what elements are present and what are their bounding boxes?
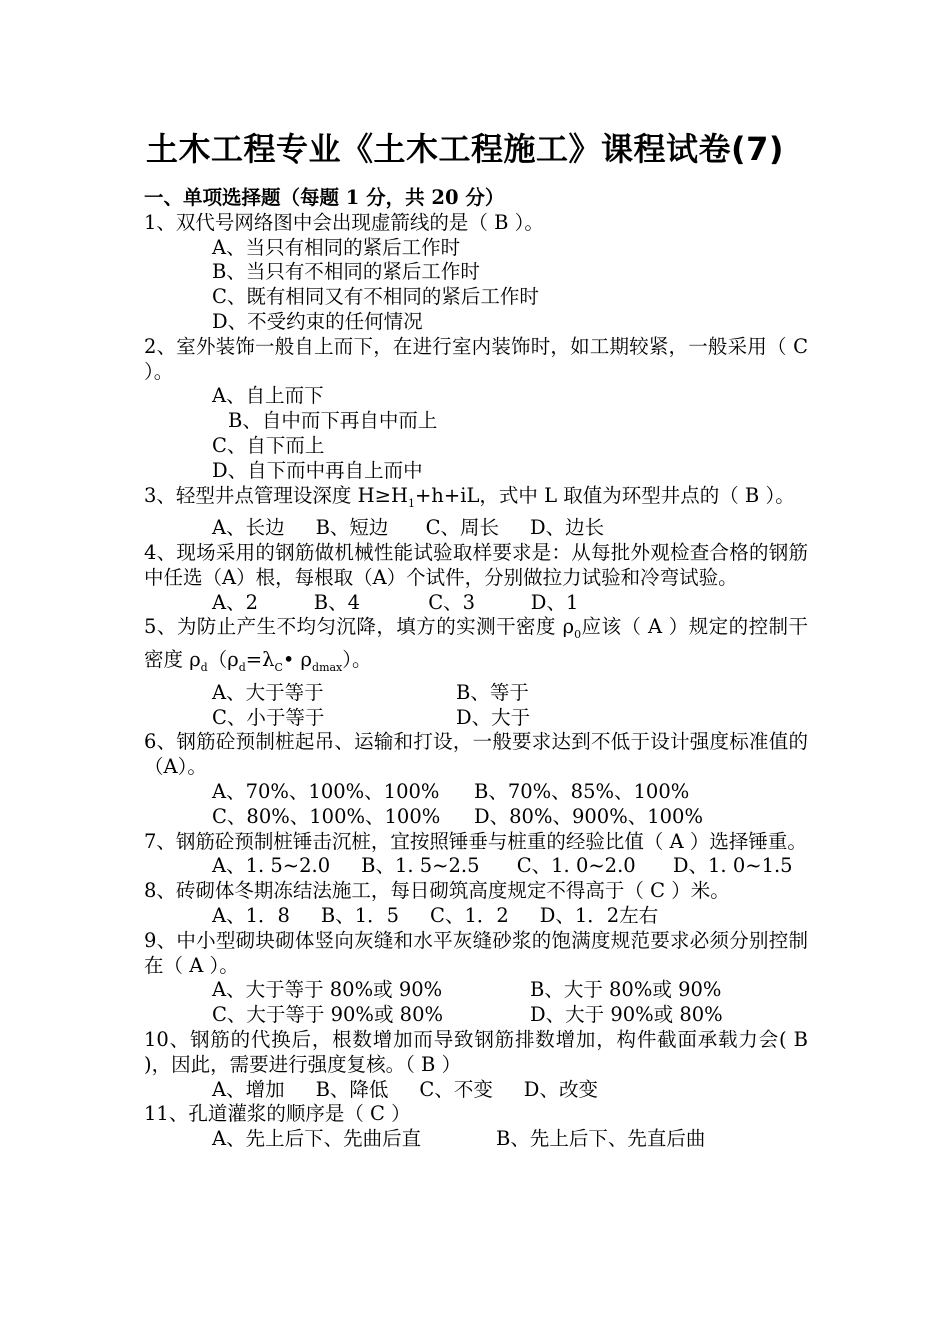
q9-options-row-1: A、大于等于 80%或 90% B、大于 80%或 90%: [212, 978, 722, 1002]
question-1: 1、双代号网络图中会出现虚箭线的是（ B ）。: [144, 210, 544, 234]
question-4: 4、现场采用的钢筋做机械性能试验取样要求是：从每批外观检查合格的钢筋中任选（A）根，每根取（A）个试件，分别做拉力试验和冷弯试验。: [144, 541, 808, 589]
q1-option-a: A、当只有相同的紧后工作时: [212, 235, 461, 259]
q1-option-c: C、既有相同又有不相同的紧后工作时: [212, 285, 539, 309]
section-heading: 一、单项选择题（每题 1 分，共 20 分）: [144, 186, 505, 209]
q9-options-row-2: C、大于等于 90%或 80% D、大于 90%或 80%: [212, 1003, 723, 1027]
q10-options: A、增加 B、降低 C、不变 D、改变: [212, 1077, 598, 1101]
q1-option-b: B、当只有不相同的紧后工作时: [212, 260, 480, 284]
q11-options-row-1: A、先上后下、先曲后直 B、先上后下、先直后曲: [212, 1127, 706, 1151]
q5-options-row-2: C、小于等于 D、大于: [212, 705, 531, 729]
q5-options-row-1: A、大于等于 B、等于: [212, 680, 529, 704]
q2-option-d: D、自下而中再自上而中: [212, 458, 423, 482]
question-6: 6、钢筋砼预制桩起吊、运输和打设，一般要求达到不低于设计强度标准值的（A）。: [144, 730, 808, 779]
page-title: 土木工程专业《土木工程施工》课程试卷(7): [146, 130, 785, 168]
question-11: 11、孔道灌浆的顺序是（ C ）: [144, 1102, 411, 1126]
question-3: 3、轻型井点管理设深度 $H\ge H_1+h+iL$，式中 L 取值为环型井点的（ B ）。: [144, 483, 795, 510]
q6-options-row-1: A、70%、100%、100% B、70%、85%、100%: [212, 780, 690, 803]
question-8: 8、砖砌体冬期冻结法施工，每日砌筑高度规定不得高于（ C ）米。: [144, 879, 730, 903]
q2-option-c: C、自下而上: [212, 433, 325, 457]
q2-option-b: B、自中而下再自中而上: [228, 409, 438, 433]
question-9: 9、中小型砌块砌体竖向灰缝和水平灰缝砂浆的饱满度规范要求必须分别控制在（ A ）。: [144, 928, 808, 977]
q7-options: A、1. 5~2.0 B、1. 5~2.5 C、1. 0~2.0 D、1. 0~1.5: [212, 854, 793, 878]
q3-options: A、长边 B、短边 C、周长 D、边长: [212, 516, 605, 540]
q4-options: A、2 B、4 C、3 D、1: [212, 590, 579, 614]
q1-option-d: D、不受约束的任何情况: [212, 309, 423, 333]
question-10: 10、钢筋的代换后，根数增加而导致钢筋排数增加，构件截面承载力会( B )，因此，需要进行强度复核。（ B ）: [144, 1027, 808, 1076]
q8-options: A、1．8 B、1．5 C、1．2 D、1．2左右: [212, 903, 659, 927]
exam-content: [144, 186, 808, 1152]
q2-option-a: A、自上而下: [212, 384, 324, 408]
question-7: 7、钢筋砼预制桩锤击沉桩，宜按照锤垂与桩重的经验比值（ A ）选择锤重。: [144, 829, 807, 853]
question-5: 5、为防止产生不均匀沉降，填方的实测干密度 $\rho_0$应该（ A ）规定的控制干密度 $\rho_d(\rho_d=\lambda_C•$ $\rho_{dmax}$）。: [144, 615, 808, 675]
q6-options-row-2: C、80%、100%、100% D、80%、900%、100%: [212, 804, 703, 828]
question-2: 2、室外装饰一般自上而下，在进行室内装饰时，如工期较紧，一般采用（ C ）。: [144, 334, 808, 383]
